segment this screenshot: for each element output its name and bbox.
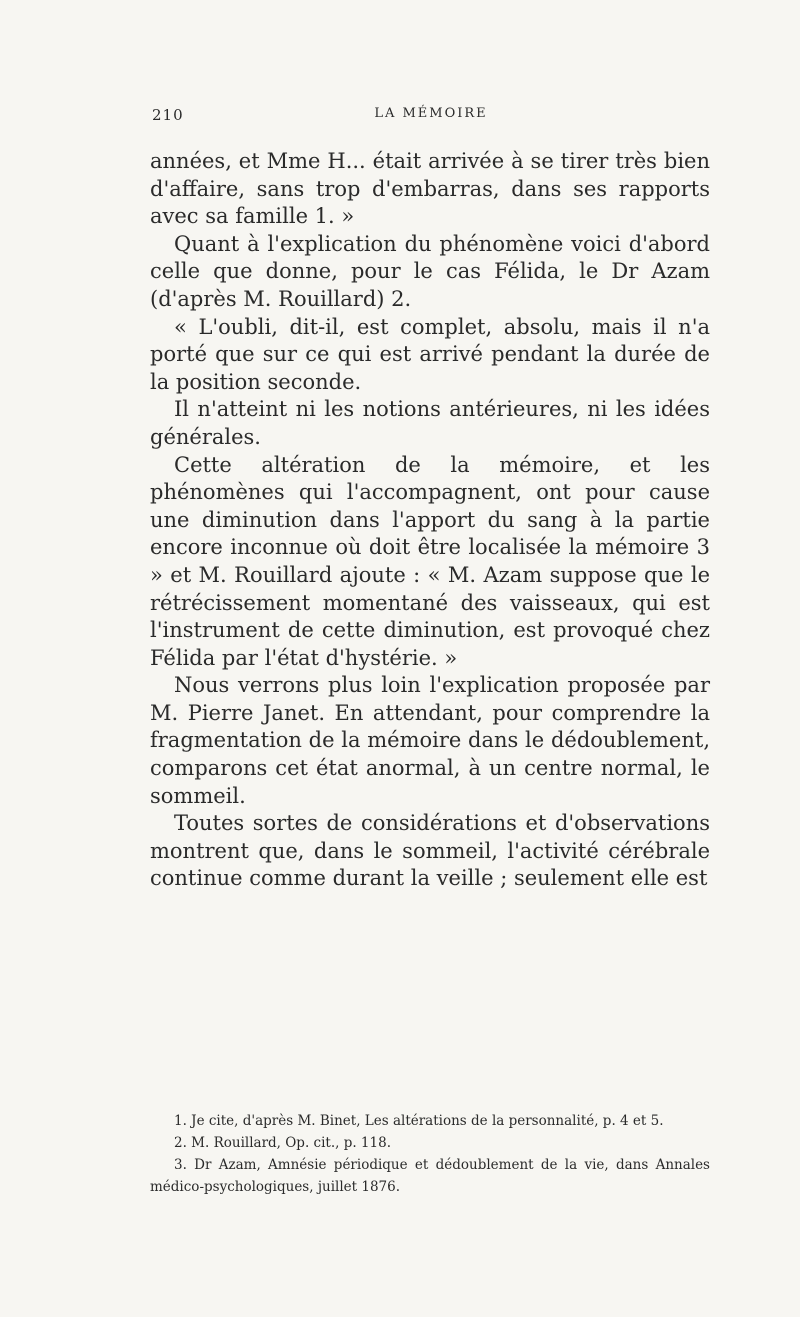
paragraph-6: Nous verrons plus loin l'explication proposée par M. Pierre Janet. En attendant, pour comprendre la fragmentation de la mémoire dans le dédoublement, comparons cet état anormal, à un centre normal, le sommeil. bbox=[150, 673, 710, 808]
paragraph-2: Quant à l'explication du phénomène voici d'abord celle que donne, pour le cas Félida, le Dr Azam (d'après M. Rouillard) 2. bbox=[150, 231, 710, 311]
body-text bbox=[150, 148, 710, 893]
paragraph-1: années, et Mme H... était arrivée à se tirer très bien d'affaire, sans trop d'embarras, dans ses rapports avec sa famille 1. » bbox=[150, 149, 710, 229]
footnote-1: 1. Je cite, d'après M. Binet, Les altérations de la personnalité, p. 4 et 5. bbox=[174, 1113, 664, 1129]
paragraph-4: Il n'atteint ni les notions antérieures, ni les idées générales. bbox=[150, 397, 710, 449]
paragraph-3: « L'oubli, dit-il, est complet, absolu, mais il n'a porté que sur ce qui est arrivé pendant la durée de la position seconde. bbox=[150, 314, 710, 394]
paragraph-5: Cette altération de la mémoire, et les phénomènes qui l'accompagnent, ont pour cause une diminution dans l'apport du sang à la partie encore inconnue où doit être localisée la mémoire 3 » et M. Rouillard ajoute : « M. Azam suppose que le rétrécissement momentané des vaisseaux, qui est l'instrument de cette diminution, est provoqué chez Félida par l'état d'hystérie. » bbox=[150, 452, 710, 670]
footnote-3: 3. Dr Azam, Amnésie périodique et dédoublement de la vie, dans Annales médico-psychologiques, juillet 1876. bbox=[150, 1157, 710, 1195]
running-title: LA MÉMOIRE bbox=[374, 106, 488, 121]
page-number: 210 bbox=[152, 106, 184, 124]
page-header bbox=[152, 106, 710, 130]
footnotes bbox=[150, 1110, 710, 1198]
footnote-2: 2. M. Rouillard, Op. cit., p. 118. bbox=[174, 1135, 391, 1151]
paragraph-7: Toutes sortes de considérations et d'observations montrent que, dans le sommeil, l'activité cérébrale continue comme durant la veille ; seulement elle est bbox=[150, 811, 710, 891]
